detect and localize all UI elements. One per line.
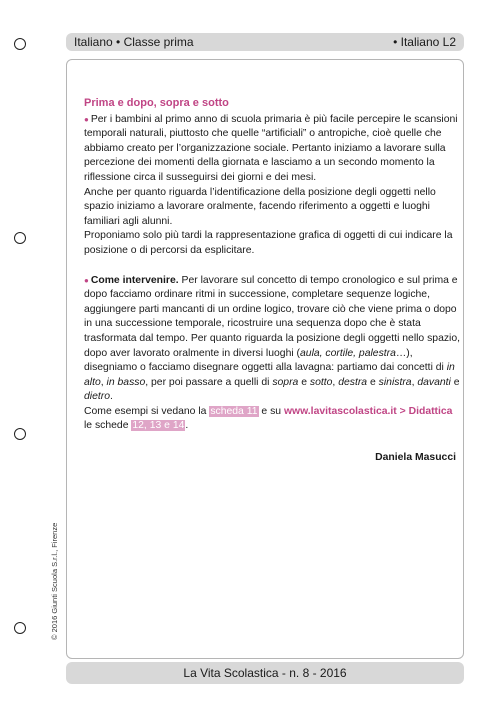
paragraph-4: ● Come intervenire. Per lavorare sul concetto di tempo cronologico e sul prima e dopo facciamo ordinare ritmi in successione, completare sequenze logiche, aggiungere parti mancanti di un ordine logico, trovare ciò che viene prima o dopo in una successione temporale, ricostruire una sequenza dopo che è stata trasformata dal tempo. Per quanto riguarda la posizione degli oggetti nello spazio, dopo aver lavorato oralmente in diversi luoghi (aula, cortile, palestra…), disegniamo o facciamo disegnare oggetti alla lavagna: partiamo dai concetti di in alto, in basso, per poi passare a quelli di sopra e sotto, destra e sinistra, davanti e dietro. bbox=[84, 274, 461, 403]
paragraph-1: ● Per i bambini al primo anno di scuola primaria è più facile percepire le scansioni temporali naturali, piuttosto che quelle “artificiali” o antropiche, cioè quelle che abbiamo creato per l’organizzazione sociale. Pertanto iniziamo a lavorare sulla percezione dei momenti della giornata e lasciamo a un secondo momento la riflessione circa il susseguirsi dei giorni e dei mesi. bbox=[84, 113, 458, 183]
bullet-icon: ● bbox=[84, 114, 89, 124]
header-subject: Italiano • Classe prima bbox=[74, 35, 194, 49]
article-title: Prima e dopo, sopra e sotto bbox=[84, 97, 229, 109]
page-header bbox=[66, 33, 464, 51]
worksheet-ref-11: scheda 11 bbox=[210, 405, 258, 417]
binder-hole-1 bbox=[14, 38, 26, 50]
website-link[interactable]: www.lavitascolastica.it > Didattica bbox=[283, 405, 453, 417]
paragraph-2: Anche per quanto riguarda l’identificazione della posizione degli oggetti nello spazio iniziamo a lavorare oralmente, facendo riferimento a oggetti e luoghi familiari agli alunni. bbox=[84, 186, 436, 227]
binder-hole-2 bbox=[14, 232, 26, 244]
paragraph-3: Proponiamo solo più tardi la rappresentazione grafica di oggetti di cui indicare la posizione o di percorsi da esplicitare. bbox=[84, 230, 453, 256]
paragraph-5: Come esempi si vedano la scheda 11 e su www.lavitascolastica.it > Didattica le schede 12, 13 e 14. bbox=[84, 405, 453, 432]
section-lead: Come intervenire. bbox=[90, 274, 179, 286]
binder-hole-4 bbox=[14, 622, 26, 634]
article bbox=[84, 96, 462, 466]
page-footer: La Vita Scolastica - n. 8 - 2016 bbox=[66, 662, 464, 684]
header-section: • Italiano L2 bbox=[393, 35, 456, 49]
author-name: Daniela Masucci bbox=[375, 452, 456, 464]
bullet-icon: ● bbox=[84, 275, 89, 285]
copyright-notice: © 2016 Giunti Scuola S.r.l., Firenze bbox=[50, 522, 59, 640]
worksheet-ref-12-14: 12, 13 e 14 bbox=[132, 420, 185, 432]
binder-hole-3 bbox=[14, 428, 26, 440]
